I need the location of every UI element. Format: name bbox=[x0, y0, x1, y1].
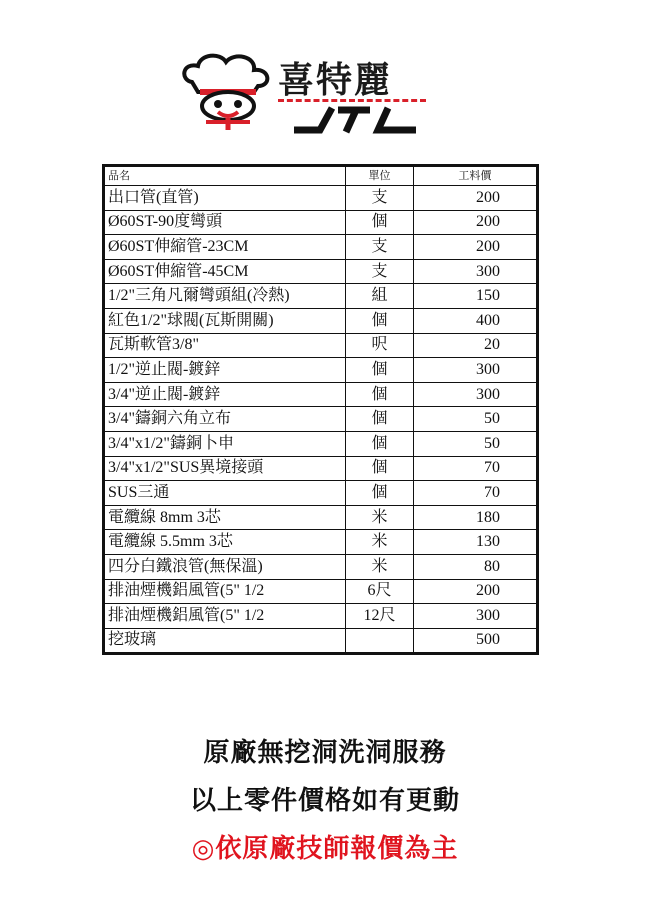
unit-cell: 個 bbox=[346, 481, 414, 506]
table-row bbox=[104, 481, 538, 506]
item-name-cell: 挖玻璃 bbox=[104, 628, 346, 654]
item-name-cell: Ø60ST-90度彎頭 bbox=[104, 210, 346, 235]
unit-cell: 米 bbox=[346, 530, 414, 555]
unit-cell: 個 bbox=[346, 456, 414, 481]
item-name-cell: SUS三通 bbox=[104, 481, 346, 506]
table-row bbox=[104, 186, 538, 211]
price-cell: 200 bbox=[413, 579, 537, 604]
note-no-drilling-service: 原廠無挖洞洗洞服務 bbox=[203, 738, 447, 768]
table-row bbox=[104, 431, 538, 456]
price-cell: 70 bbox=[413, 456, 537, 481]
note-technician-quote: ◎依原廠技師報價為主 bbox=[191, 834, 459, 864]
price-cell: 300 bbox=[413, 604, 537, 629]
header-price: 工料價 bbox=[413, 166, 537, 186]
price-cell: 300 bbox=[413, 382, 537, 407]
unit-cell: 米 bbox=[346, 505, 414, 530]
unit-cell: 米 bbox=[346, 554, 414, 579]
brand-wordmark-jtl bbox=[288, 104, 423, 134]
table-row bbox=[104, 505, 538, 530]
table-row bbox=[104, 235, 538, 260]
table-row bbox=[104, 407, 538, 432]
item-name-cell: 3/4"x1/2"SUS異境接頭 bbox=[104, 456, 346, 481]
item-name-cell: 紅色1/2"球閥(瓦斯開關) bbox=[104, 308, 346, 333]
unit-cell: 支 bbox=[346, 259, 414, 284]
price-cell: 500 bbox=[413, 628, 537, 654]
table-row bbox=[104, 579, 538, 604]
note-price-change: 以上零件價格如有更動 bbox=[189, 786, 460, 816]
unit-cell: 個 bbox=[346, 358, 414, 383]
item-name-cell: 排油煙機鋁風管(5" 1/2 bbox=[104, 579, 346, 604]
item-name-cell: 1/2"三角凡爾彎頭組(冷熱) bbox=[104, 284, 346, 309]
price-cell: 180 bbox=[413, 505, 537, 530]
unit-cell: 支 bbox=[346, 235, 414, 260]
unit-cell: 個 bbox=[346, 210, 414, 235]
unit-cell: 個 bbox=[346, 407, 414, 432]
price-cell: 200 bbox=[413, 210, 537, 235]
price-cell: 70 bbox=[413, 481, 537, 506]
header-unit: 單位 bbox=[346, 166, 414, 186]
table-row bbox=[104, 382, 538, 407]
table-row bbox=[104, 530, 538, 555]
table-row bbox=[104, 333, 538, 358]
table-row bbox=[104, 456, 538, 481]
price-cell: 300 bbox=[413, 259, 537, 284]
price-cell: 130 bbox=[413, 530, 537, 555]
unit-cell: 12尺 bbox=[346, 604, 414, 629]
table-row bbox=[104, 604, 538, 629]
chef-mascot-icon bbox=[178, 52, 278, 130]
table-row bbox=[104, 628, 538, 654]
item-name-cell: 四分白鐵浪管(無保溫) bbox=[104, 554, 346, 579]
brand-logo bbox=[178, 52, 428, 132]
item-name-cell: Ø60ST伸縮管-23CM bbox=[104, 235, 346, 260]
unit-cell: 呎 bbox=[346, 333, 414, 358]
price-cell: 200 bbox=[413, 235, 537, 260]
parts-price-table bbox=[102, 164, 539, 655]
table-row bbox=[104, 259, 538, 284]
header-item-name: 品名 bbox=[104, 166, 346, 186]
table-row bbox=[104, 210, 538, 235]
item-name-cell: 3/4"逆止閥-鍍鋅 bbox=[104, 382, 346, 407]
table-header-row bbox=[104, 166, 538, 186]
brand-divider bbox=[278, 99, 426, 102]
price-cell: 300 bbox=[413, 358, 537, 383]
unit-cell: 個 bbox=[346, 308, 414, 333]
item-name-cell: 3/4"x1/2"鑄銅卜申 bbox=[104, 431, 346, 456]
price-cell: 50 bbox=[413, 407, 537, 432]
price-cell: 50 bbox=[413, 431, 537, 456]
table-row bbox=[104, 358, 538, 383]
item-name-cell: Ø60ST伸縮管-45CM bbox=[104, 259, 346, 284]
price-cell: 80 bbox=[413, 554, 537, 579]
price-cell: 400 bbox=[413, 308, 537, 333]
table-row bbox=[104, 554, 538, 579]
unit-cell: 6尺 bbox=[346, 579, 414, 604]
unit-cell bbox=[346, 628, 414, 654]
price-cell: 150 bbox=[413, 284, 537, 309]
item-name-cell: 電纜線 8mm 3芯 bbox=[104, 505, 346, 530]
item-name-cell: 瓦斯軟管3/8" bbox=[104, 333, 346, 358]
item-name-cell: 電纜線 5.5mm 3芯 bbox=[104, 530, 346, 555]
item-name-cell: 出口管(直管) bbox=[104, 186, 346, 211]
unit-cell: 組 bbox=[346, 284, 414, 309]
item-name-cell: 1/2"逆止閥-鍍鋅 bbox=[104, 358, 346, 383]
item-name-cell: 排油煙機鋁風管(5" 1/2 bbox=[104, 604, 346, 629]
table-row bbox=[104, 308, 538, 333]
unit-cell: 個 bbox=[346, 382, 414, 407]
table-row bbox=[104, 284, 538, 309]
brand-name-chinese: 喜特麗 bbox=[278, 60, 393, 101]
item-name-cell: 3/4"鑄銅六角立布 bbox=[104, 407, 346, 432]
price-cell: 200 bbox=[413, 186, 537, 211]
price-cell: 20 bbox=[413, 333, 537, 358]
unit-cell: 支 bbox=[346, 186, 414, 211]
unit-cell: 個 bbox=[346, 431, 414, 456]
